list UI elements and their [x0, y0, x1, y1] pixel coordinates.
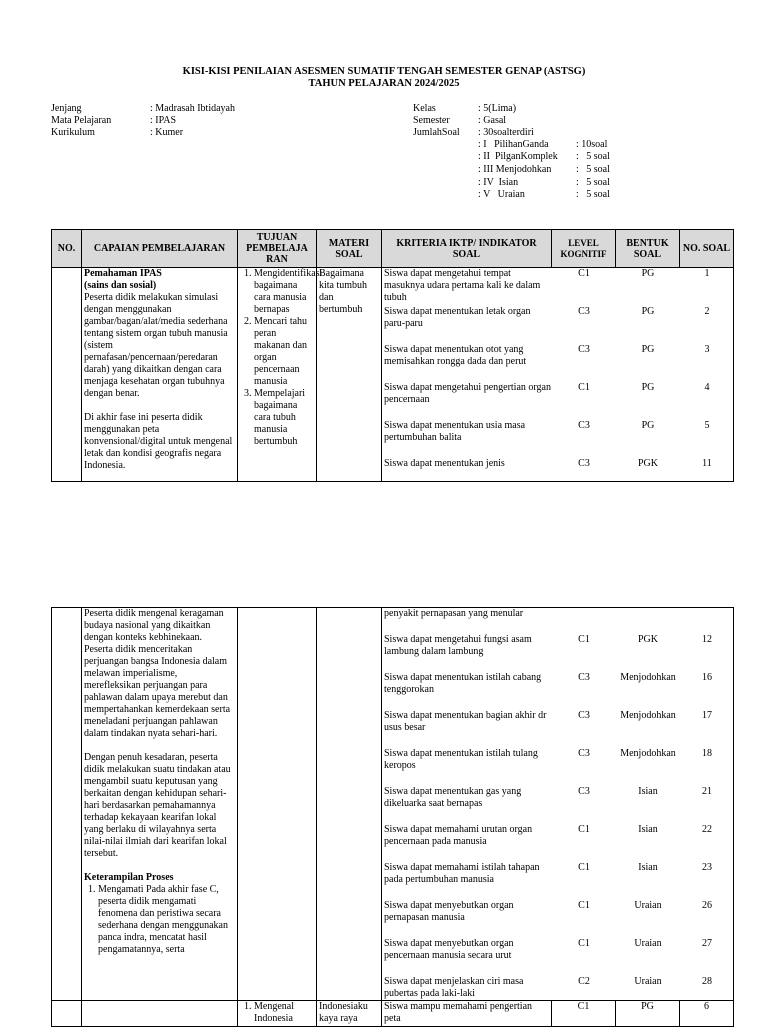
meta-value-kelas: : 5(Lima) — [478, 103, 517, 114]
nosoal-text: 5 — [704, 420, 710, 431]
soal-type-name: : V Uraian — [478, 189, 525, 200]
kriteria-text: penyakit pernapasan yang menular — [384, 608, 524, 619]
nosoal-text: 27 — [702, 938, 712, 949]
kriteria-text: Siswa dapat memahami urutan organ pencernaan pada manusia — [384, 824, 533, 847]
nosoal-text: 18 — [702, 748, 712, 759]
level-text: C3 — [578, 710, 590, 721]
nosoal-text: 3 — [704, 344, 710, 355]
meta-value-kurikulum: : Kumer — [150, 127, 184, 138]
kriteria-text: Siswa dapat mengetahui tempat masuknya udara pertama kali ke dalam tubuh — [384, 268, 541, 303]
kisi-kisi-table-page1 — [51, 229, 734, 482]
level-text: C1 — [578, 634, 590, 645]
soal-type-count: : 5 soal — [576, 177, 610, 188]
header-tujuan: TUJUAN PEMBELAJA RAN — [238, 230, 317, 268]
kp-item: 1. Mengamati Pada akhir fase C, peserta didik mengamati fenomena dan peristiwa secara sederhana dengan menggunakan panca indra, mencatat hasil pengamatannya, serta — [98, 884, 235, 956]
kriteria-text: Siswa dapat menentukan jenis — [384, 458, 505, 469]
tujuan-item: 1. Mengenal Indonesia — [254, 1001, 314, 1025]
meta-label-kelas: Kelas — [413, 103, 436, 114]
tujuan-item: 3. Mempelajari bagaimana cara tubuh manusia bertumbuh — [254, 388, 314, 448]
kriteria-text: Siswa dapat memahami istilah tahapan pada pertumbuhan manusia — [384, 862, 540, 885]
level-text: C1 — [578, 382, 590, 393]
kriteria-text: Siswa mampu memahami pengertian peta — [382, 1001, 552, 1027]
bentuk-text: PG — [641, 306, 655, 317]
level-text: C3 — [578, 786, 590, 797]
level-text: C3 — [578, 458, 590, 469]
cp-title: Pemahaman IPAS — [84, 268, 162, 279]
kriteria-text: Siswa dapat mengetahui fungsi asam lambung dalam lambung — [384, 634, 532, 657]
meta-value-mapel: : IPAS — [150, 115, 177, 126]
meta-label-mapel: Mata Pelajaran — [51, 115, 112, 126]
nosoal-text: 21 — [702, 786, 712, 797]
nosoal-text: 28 — [702, 976, 712, 987]
cell-indikator-group — [382, 608, 734, 1001]
bentuk-text: Uraian — [634, 976, 662, 987]
cell-capaian — [82, 608, 238, 1001]
kriteria-text: Siswa dapat menyebutkan organ pencernaan manusia secara urut — [384, 938, 514, 961]
kriteria-text: Siswa dapat mengetahui pengertian organ pencernaan — [384, 382, 551, 405]
bentuk-text: PG — [641, 382, 655, 393]
cp-paragraph: Peserta didik mengenal keragaman budaya nasional yang dikaitkan dengan konteks kebhinekaan. — [84, 608, 224, 643]
cp-paragraph: Peserta didik menceritakan perjuangan bangsa Indonesia dalam melawan imperialisme, merefleksikan perjuangan para pahlawan dalam upaya merebut dan mempertahankan kemerdekaan serta meneladani perjuangan pahlawan dalam tindakan nyata sehari-hari. — [84, 644, 231, 739]
meta-value-semester: : Gasal — [478, 115, 507, 126]
kriteria-text: Siswa dapat menentukan usia masa pertumbuhan balita — [384, 420, 526, 443]
nosoal-text: 26 — [702, 900, 712, 911]
soal-type-count: : 10soal — [576, 139, 608, 150]
level-text: C2 — [578, 976, 590, 987]
kriteria-text: Siswa dapat menentukan gas yang dikeluarka saat bernapas — [384, 786, 522, 809]
document-title: KISI-KISI PENILAIAN ASESMEN SUMATIF TENGAH SEMESTER GENAP (ASTSG) — [182, 66, 586, 77]
cp-subtitle: (sains dan sosial) — [84, 280, 157, 291]
level-text: C3 — [578, 748, 590, 759]
cp-paragraph: Di akhir fase ini peserta didik menggunakan peta konvensional/digital untuk mengenal letak dan kondisi geografis negara Indonesia. — [84, 412, 233, 471]
nosoal-text: 2 — [704, 306, 710, 317]
cell-capaian-continued — [82, 1001, 238, 1027]
level-text: C3 — [578, 672, 590, 683]
nosoal-text: 6 — [680, 1001, 734, 1027]
level-text: C1 — [578, 862, 590, 873]
cell-materi: Indonesiaku kaya raya — [317, 1001, 382, 1027]
kriteria-text: Siswa dapat menentukan letak organ paru-paru — [384, 306, 531, 329]
nosoal-text: 23 — [702, 862, 712, 873]
cell-materi: Bagaimana kita tumbuh dan bertumbuh — [317, 268, 382, 482]
bentuk-text: Uraian — [634, 900, 662, 911]
cell-no — [52, 268, 82, 482]
bentuk-text: Menjodohkan — [620, 710, 676, 721]
kriteria-text: Siswa dapat menentukan istilah cabang tenggorokan — [384, 672, 542, 695]
cell-no — [52, 608, 82, 1001]
level-text: C1 — [578, 938, 590, 949]
level-text: C3 — [578, 306, 590, 317]
level-text: C1 — [552, 1001, 616, 1027]
kisi-kisi-table-page2 — [51, 607, 734, 1027]
header-nosoal: NO. SOAL — [680, 230, 734, 268]
kriteria-text: Siswa dapat menentukan otot yang memisahkan rongga dada dan perut — [384, 344, 527, 367]
bentuk-text: Isian — [638, 786, 658, 797]
meta-label-kurikulum: Kurikulum — [51, 127, 95, 138]
bentuk-text: Isian — [638, 862, 658, 873]
nosoal-text: 17 — [702, 710, 712, 721]
bentuk-text: Isian — [638, 824, 658, 835]
cp-paragraph: Peserta didik melakukan simulasi dengan menggunakan gambar/bagan/alat/media sederhana tentang sistem organ tubuh manusia (sistem pernafasan/pencernaan/peredaran darah) yang dikaitkan dengan cara menjaga kesehatan organ tubuhnya dengan benar. — [84, 292, 228, 399]
meta-label-jumlahsoal: JumlahSoal — [413, 127, 460, 138]
level-text: C3 — [578, 344, 590, 355]
cell-no — [52, 1001, 82, 1027]
kriteria-text: Siswa dapat menentukan istilah tulang keropos — [384, 748, 538, 771]
cell-tujuan — [238, 608, 317, 1001]
nosoal-text: 22 — [702, 824, 712, 835]
soal-type-name: : I PilihanGanda — [478, 139, 549, 150]
bentuk-text: PG — [641, 268, 655, 279]
kp-title: Keterampilan Proses — [84, 872, 174, 883]
soal-type-count: : 5 soal — [576, 151, 610, 162]
kriteria-text: Siswa dapat menentukan bagian akhir dr usus besar — [384, 710, 547, 733]
level-text: C3 — [578, 420, 590, 431]
nosoal-text: 11 — [702, 458, 712, 469]
header-materi: MATERI SOAL — [317, 230, 382, 268]
soal-type-name: : III Menjodohkan — [478, 164, 552, 175]
meta-value-jumlahsoal: : 30soalterdiri — [478, 127, 534, 138]
header-level: LEVEL KOGNITIF — [552, 230, 616, 268]
cell-materi — [317, 608, 382, 1001]
nosoal-text: 4 — [704, 382, 710, 393]
cell-capaian — [82, 268, 238, 482]
level-text: C1 — [578, 268, 590, 279]
soal-type-count: : 5 soal — [576, 164, 610, 175]
bentuk-text: PGK — [637, 634, 658, 645]
cell-tujuan — [238, 268, 323, 482]
kriteria-text: Siswa dapat menjelaskan ciri masa pubertas pada laki-laki — [384, 976, 524, 999]
level-text: C1 — [578, 824, 590, 835]
header-no: NO. — [52, 230, 82, 268]
soal-type-count: : 5 soal — [576, 189, 610, 200]
bentuk-text: PG — [641, 344, 655, 355]
kriteria-text: Siswa dapat menyebutkan organ pernapasan manusia — [384, 900, 514, 923]
nosoal-text: 1 — [704, 268, 710, 279]
header-capaian: CAPAIAN PEMBELAJARAN — [82, 230, 238, 268]
document-subtitle: TAHUN PELAJARAN 2024/2025 — [308, 78, 460, 89]
meta-label-semester: Semester — [413, 115, 450, 126]
bentuk-text: Menjodohkan — [620, 748, 676, 759]
nosoal-text: 12 — [702, 634, 712, 645]
tujuan-item: 2. Mencari tahu peran makanan dan organ pencernaan manusia — [254, 316, 314, 388]
bentuk-text: Menjodohkan — [620, 672, 676, 683]
cell-tujuan — [238, 1001, 317, 1027]
bentuk-text: PG — [616, 1001, 680, 1027]
soal-type-name: : IV Isian — [478, 177, 519, 188]
meta-value-jenjang: : Madrasah Ibtidayah — [150, 103, 235, 114]
cell-indikator-group — [382, 268, 734, 482]
header-bentuk: BENTUK SOAL — [616, 230, 680, 268]
bentuk-text: PGK — [637, 458, 658, 469]
bentuk-text: Uraian — [634, 938, 662, 949]
soal-type-name: : II PilganKomplek — [478, 151, 558, 162]
cp-paragraph: Dengan penuh kesadaran, peserta didik melakukan suatu tindakan atau mengambil suatu keputusan yang berkaitan dengan kehidupan sehari-hari berdasarkan pemahamannya terhadap kekayaan kearifan lokal yang berlaku di wilayahnya serta nilai-nilai ilmiah dari kearifan lokal tersebut. — [84, 752, 231, 859]
meta-label-jenjang: Jenjang — [51, 103, 82, 114]
header-kriteria: KRITERIA IKTP/ INDIKATOR SOAL — [382, 230, 552, 268]
level-text: C1 — [578, 900, 590, 911]
bentuk-text: PG — [641, 420, 655, 431]
nosoal-text: 16 — [702, 672, 712, 683]
tujuan-item: 1. Mengidentifikasi bagaimana cara manusia bernapas — [254, 268, 314, 316]
